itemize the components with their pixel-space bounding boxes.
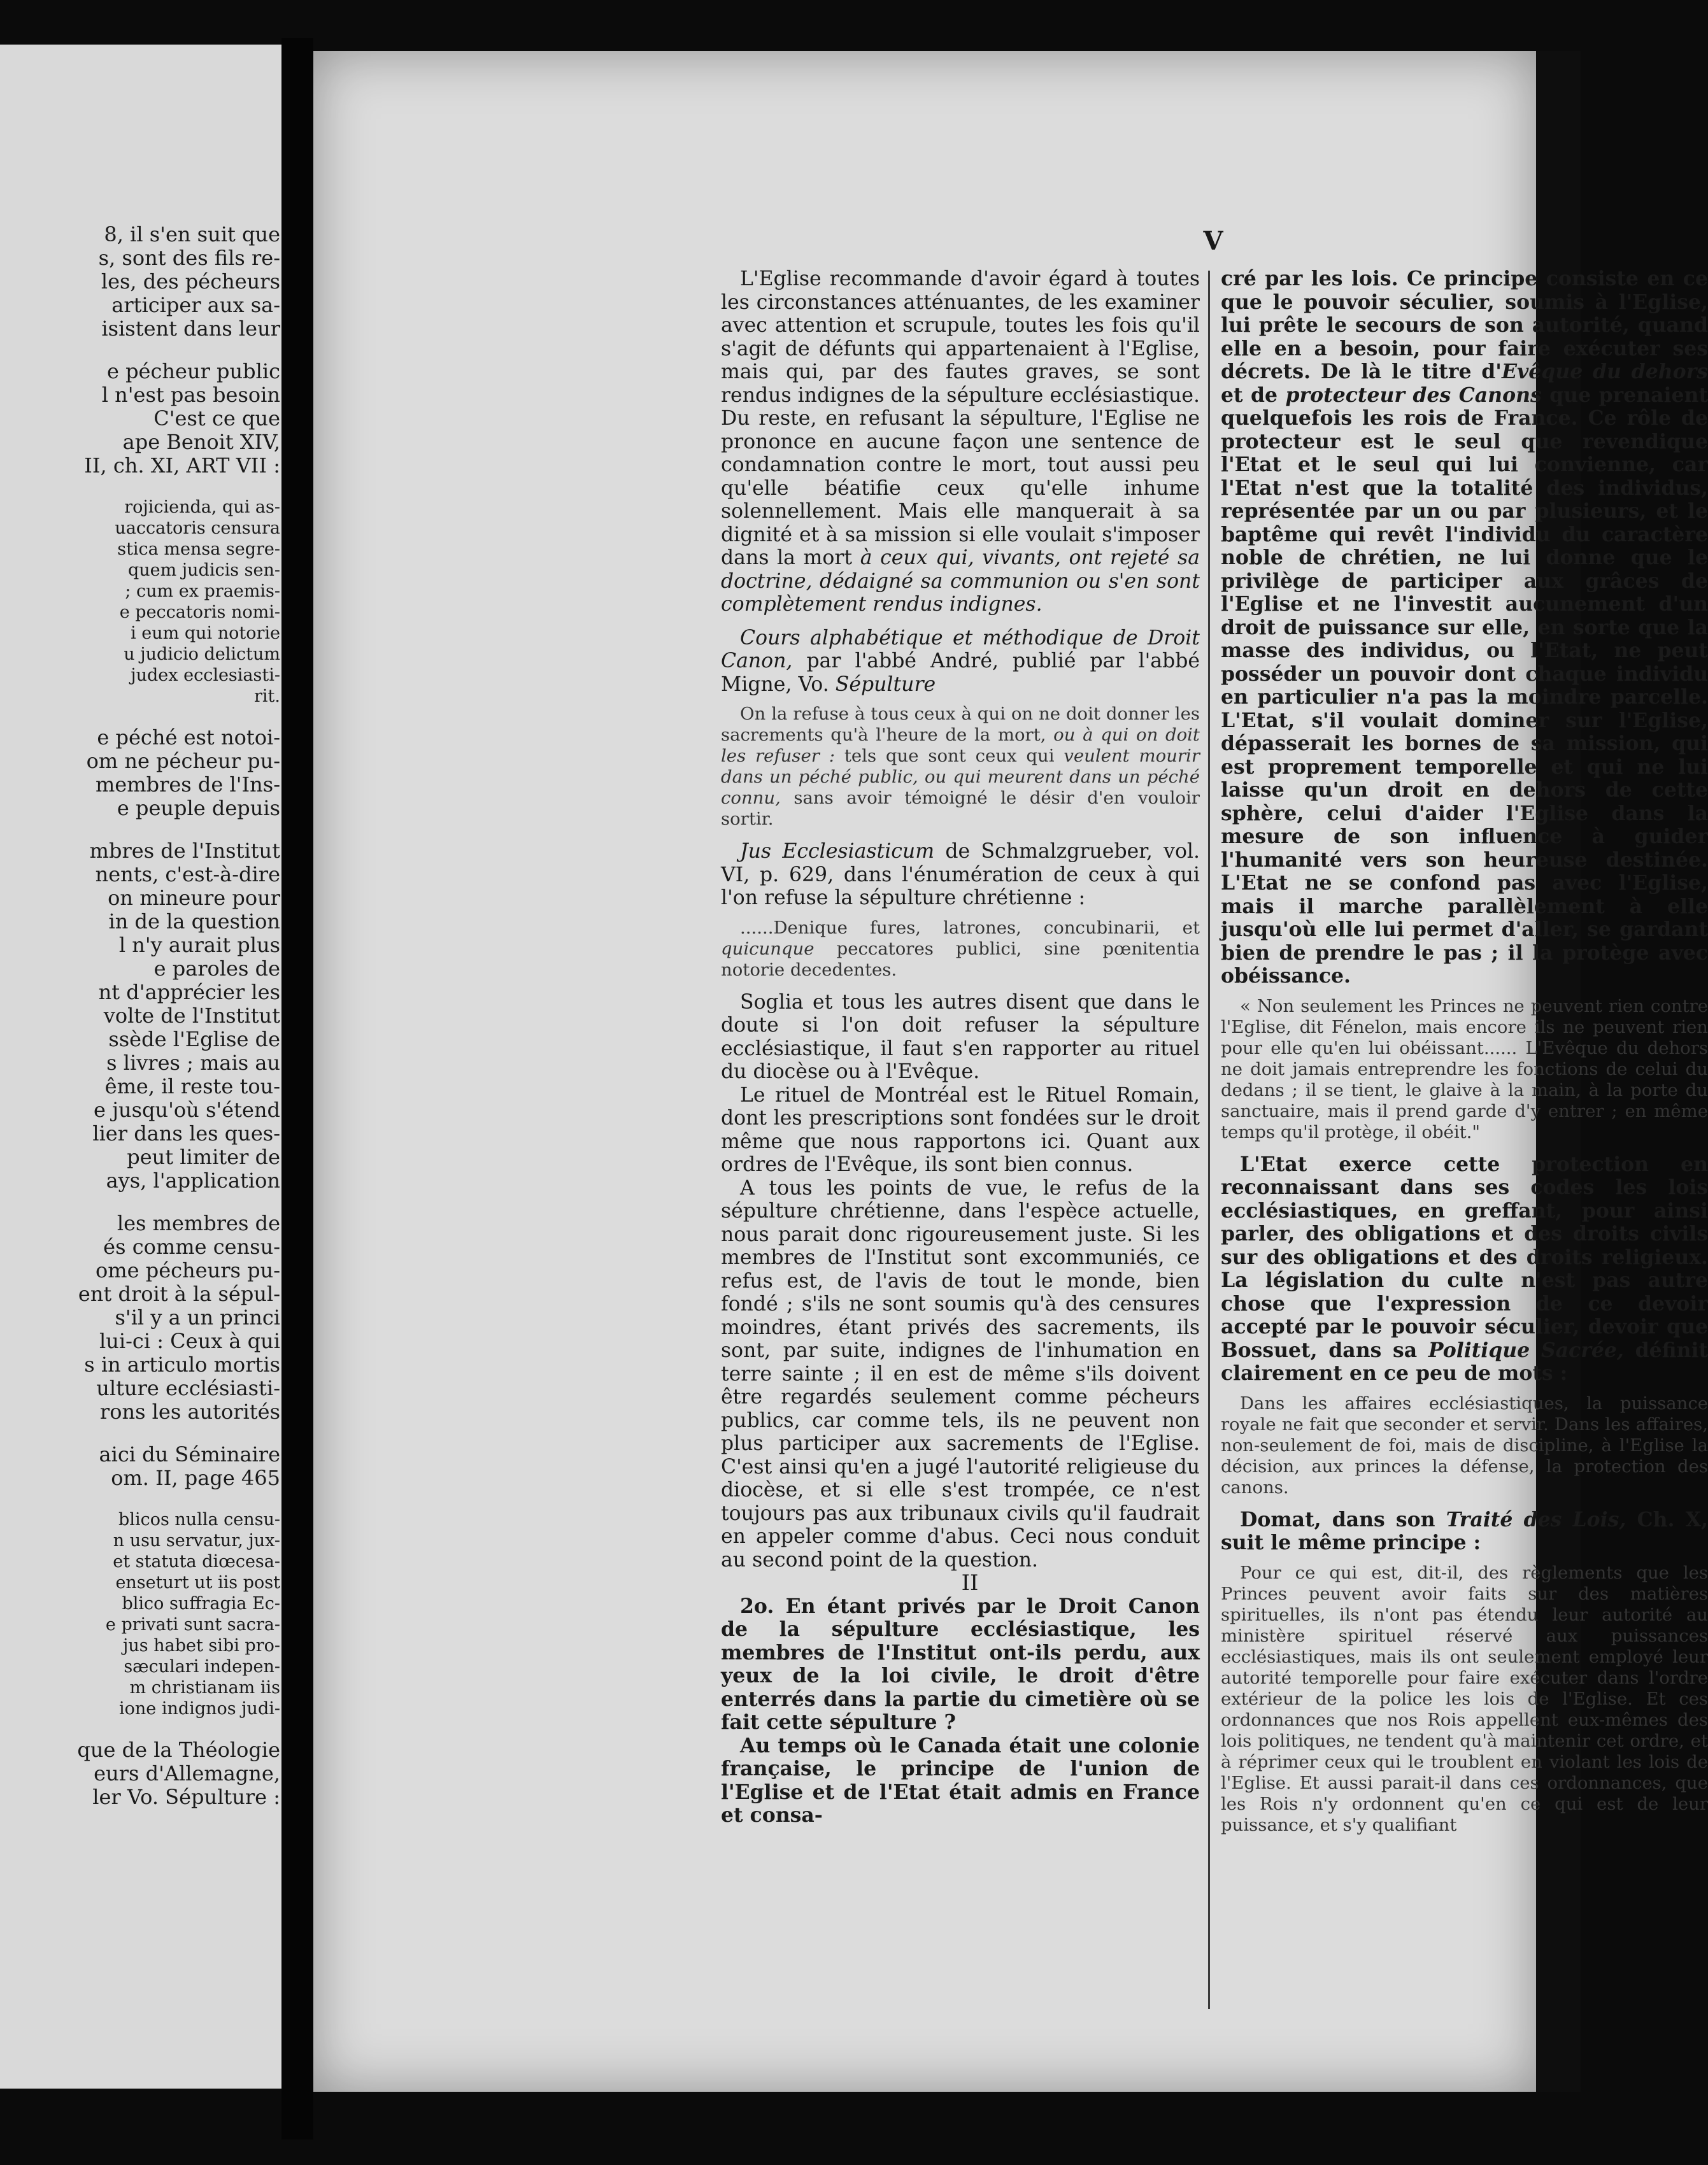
text-line: om ne pécheur pu- — [86, 749, 280, 773]
text-line: peut limiter de — [127, 1145, 280, 1169]
text-line: s, sont des fils re- — [98, 246, 280, 270]
text-line: ulture ecclésiasti- — [96, 1376, 280, 1400]
section-heading: II — [961, 1570, 979, 1596]
text-line: les membres de — [117, 1211, 280, 1235]
text-line: blicos nulla censu- — [118, 1510, 280, 1530]
text-line: judex ecclesiasti- — [131, 665, 280, 685]
paragraph: L'Etat exerce cette protection en reconnaissant dans ses codes les lois ecclésiastiques, en greffant, pour ainsi parler, des obligations et des droits civils sur des obligations et des droits religieux. La législation du culte n'est pas autre chose que l'expression de ce devoir accepté par le pouvoir séculier, devoir que Bossuet, dans sa Politique Sacrée, définit clairement en ce peu de mots : — [1221, 1152, 1708, 1385]
text-line: aici du Séminaire — [99, 1442, 280, 1466]
text-line: rojicienda, qui as- — [124, 497, 280, 517]
paragraph: cré par les lois. Ce principe consiste en ce que le pouvoir séculier, soumis à l'Eglise, lui prête le secours de son autorité, quand elle en a besoin, pour faire exécuter ses décrets. De là le titre d'Evêque du dehors et de protecteur des Canons que prenaient quelquefois les rois de France. Ce rôle de protecteur est le seul que revendique l'Etat et le seul qui lui convienne, car l'Etat n'est que la totalité des individus, représentée par un ou par plusieurs, et le baptême qui revêt l'individu du caractère noble de chrétien, ne lui donne que le privilège de participer aux grâces de l'Eglise et ne l'investit aucunement d'un droit de puissance sur elle, en sorte que la masse des individus, ou l'Etat, ne peut posséder un pouvoir dont chaque individu en particulier n'a pas la moindre parcelle. L'Etat, s'il voulait dominer sur l'Eglise, dépasserait les bornes de sa mission, qui est proprement temporelle et qui ne lui laisse qu'un droit en dehors de cette sphère, celui d'aider l'Eglise dans la mesure de son influence à guider l'humanité vers son heureuse destinée. L'Etat ne se confond pas avec l'Eglise, mais il marche parallèlement à elle jusqu'où elle lui permet d'aller, se gardant bien de prendre le pas ; il la protège avec obéissance. — [1221, 267, 1708, 988]
main-page — [313, 51, 1708, 2092]
text-line: om. II, page 465 — [111, 1466, 280, 1490]
text-line: rit. — [254, 686, 280, 706]
paragraph: 2o. En étant privés par le Droit Canon de la sépulture ecclésiastique, les membres de l'Institut ont-ils perdu, aux yeux de la loi civile, le droit d'être enterrés dans la partie du cimetière où se fait cette sépulture ? — [721, 1594, 1200, 1734]
text-line: s'il y a un princi — [115, 1305, 280, 1330]
paragraph: Domat, dans son Traité des Lois, Ch. X, suit le même principe : — [1221, 1507, 1708, 1554]
text-line: les, des pécheurs — [101, 269, 280, 294]
column-left — [721, 267, 1200, 1828]
text-line: n usu servatur, jux- — [113, 1531, 280, 1551]
text-line: enseturt ut iis post — [115, 1573, 280, 1593]
text-line: quem judicis sen- — [127, 560, 280, 580]
paragraph: Au temps où le Canada était une colonie française, le principe de l'union de l'Eglise et de l'Etat était admis en France et consa- — [721, 1733, 1200, 1827]
text-line: l n'est pas besoin — [101, 383, 280, 407]
left-page-paragraph — [0, 839, 280, 1193]
left-page-column — [0, 223, 280, 1828]
text-line: stica mensa segre- — [117, 539, 280, 559]
text-line: ême, il reste tou- — [104, 1074, 280, 1098]
left-page-paragraph — [0, 1443, 280, 1490]
text-line: et statuta diœcesa- — [113, 1552, 280, 1572]
text-line: lui-ci : Ceux à qui — [99, 1329, 280, 1353]
column-right — [1221, 267, 1708, 1846]
text-line: II, ch. XI, ART VII : — [84, 453, 280, 478]
text-line: ome pécheurs pu- — [95, 1258, 280, 1282]
text-line: C'est ce que — [153, 406, 280, 430]
text-line: e péché est notoi- — [97, 725, 280, 749]
quotation: Dans les affaires ecclésiastiques, la puissance royale ne fait que seconder et servir. Dans les affaires, non-seulement de foi, mais de discipline, à l'Eglise la décision, aux princes la défense, la protection des canons. — [1221, 1393, 1708, 1498]
text-line: rons les autorités — [99, 1400, 280, 1424]
text-line: ; cum ex praemis- — [125, 581, 280, 601]
citation: Jus Ecclesiasticum de Schmalzgrueber, vol. VI, p. 629, dans l'énumération de ceux à qui l'on refuse la sépulture chrétienne : — [721, 840, 1200, 909]
text-line: blico suffragia Ec- — [122, 1594, 280, 1614]
text-line: membres de l'Ins- — [95, 772, 280, 797]
text-line: s livres ; mais au — [106, 1051, 280, 1075]
text-line: e peccatoris nomi- — [119, 602, 280, 622]
text-line: m christianam iis — [129, 1678, 280, 1698]
text-line: on mineure pour — [108, 886, 280, 910]
paragraph: L'Eglise recommande d'avoir égard à toutes les circonstances atténuantes, de les examiner avec attention et scrupule, toutes les fois qu'il s'agit de défunts qui appartenaient à l'Eglise, mais qui, par des fautes graves, se sont rendus indignes de la sépulture ecclésiastique. Du reste, en refusant la sépulture, l'Eglise ne prononce en aucune façon une sentence de condamnation contre le mort, tout aussi peu qu'elle béatifie ceux qu'elle inhume solennellement. Mais elle manquerait à sa dignité et à sa mission si elle voulait s'imposer dans la mort à ceux qui, vivants, ont rejeté sa doctrine, dédaigné sa communion ou s'en sont complètement rendus indignes. — [721, 267, 1200, 616]
paragraph: A tous les points de vue, le refus de la sépulture chrétienne, dans l'espèce actuelle, nous parait donc rigoureusement juste. Si les membres de l'Institut sont excommuniés, ce refus est, de l'avis de tout le monde, bien fondé ; s'ils ne sont soumis qu'à des censures moindres, étant privés des sacrements, ils sont, par suite, indignes de l'inhumation en terre sainte ; il en est de même s'ils doivent être regardés seulement comme pécheurs publics, car comme tels, ils ne peuvent non plus participer aux sacrements de l'Eglise. C'est ainsi qu'en a jugé l'autorité religieuse du diocèse, et si elle s'est trompée, ce n'est toujours pas aux tribunaux civils qu'il faudrait en appeler comme d'abus. Ceci nous conduit au second point de la question. — [721, 1176, 1200, 1572]
column-divider — [1208, 271, 1210, 2009]
quotation: « Non seulement les Princes ne peuvent rien contre l'Eglise, dit Fénelon, mais encore ils ne peuvent rien pour elle qu'en lui obéissant...... L'Evêque du dehors ne doit jamais entreprendre les fonctions de celui du dedans ; il se tient, le glaive à la main, à la porte du sanctuaire, mais il prend garde d'y entrer ; en même temps qu'il protège, il obéit." — [1221, 995, 1708, 1142]
text-line: e privati sunt sacra- — [105, 1615, 280, 1635]
left-page-paragraph — [0, 497, 280, 707]
quotation: ......Denique fures, latrones, concubinarii, et quicunque peccatores publici, sine pœnitentia notorie decedentes. — [721, 917, 1200, 980]
text-line: e jusqu'où s'étend — [93, 1098, 280, 1122]
left-page-paragraph — [0, 1509, 280, 1719]
citation: Cours alphabétique et méthodique de Droit Canon, par l'abbé André, publié par l'abbé Migne, Vo. Sépulture — [721, 626, 1200, 696]
text-line: lier dans les ques- — [92, 1121, 280, 1146]
text-line: que de la Théologie — [77, 1738, 280, 1762]
left-page-paragraph — [0, 360, 280, 478]
text-line: in de la question — [108, 909, 280, 933]
text-line: ape Benoit XIV, — [122, 430, 280, 454]
text-line: és comme censu- — [103, 1235, 280, 1259]
text-line: e paroles de — [153, 956, 280, 981]
page-number: V — [1203, 226, 1223, 256]
text-line: ent droit à la sépul- — [78, 1282, 280, 1306]
left-page-paragraph — [0, 1738, 280, 1809]
left-page-paragraph — [0, 223, 280, 341]
text-line: isistent dans leur — [101, 316, 280, 341]
text-line: mbres de l'Institut — [89, 839, 280, 863]
book-gutter — [281, 38, 313, 2140]
left-page-paragraph — [0, 1212, 280, 1424]
text-line: ssède l'Eglise de — [108, 1027, 280, 1051]
text-line: s in articulo mortis — [84, 1352, 280, 1377]
text-line: u judicio delictum — [124, 644, 280, 664]
quotation: On la refuse à tous ceux à qui on ne doit donner les sacrements qu'à l'heure de la mort, ou à qui on doit les refuser : tels que sont ceux qui veulent mourir dans un péché public, ou qui meurent dans un péché connu, sans avoir témoigné le désir d'en vouloir sortir. — [721, 704, 1200, 829]
left-facing-page — [0, 45, 281, 2089]
text-line: ler Vo. Sépulture : — [92, 1785, 280, 1809]
text-line: jus habet sibi pro- — [123, 1636, 280, 1656]
paragraph: Soglia et tous les autres disent que dans le doute si l'on doit refuser la sépulture ecclésiastique, il faut s'en rapporter au rituel du diocèse ou à l'Evêque. — [721, 990, 1200, 1083]
text-line: nents, c'est-à-dire — [95, 862, 280, 886]
text-line: l n'y aurait plus — [118, 933, 280, 957]
text-line: 8, il s'en suit que — [104, 222, 280, 246]
text-line: nt d'apprécier les — [98, 980, 280, 1004]
paragraph: Le rituel de Montréal est le Rituel Romain, dont les prescriptions sont fondées sur le droit même que nous rapportons ici. Quant aux ordres de l'Evêque, ils sont bien connus. — [721, 1083, 1200, 1176]
text-line: ione indignos judi- — [119, 1699, 280, 1719]
text-line: sæculari indepen- — [124, 1657, 280, 1677]
left-page-paragraph — [0, 726, 280, 820]
text-line: uaccatoris censura — [115, 518, 280, 538]
text-line: e peuple depuis — [117, 796, 280, 820]
text-line: eurs d'Allemagne, — [94, 1761, 280, 1785]
text-line: e pécheur public — [106, 359, 280, 383]
text-line: volte de l'Institut — [103, 1004, 280, 1028]
quotation: Pour ce qui est, dit-il, des règlements que les Princes peuvent avoir faits sur des matières spirituelles, ils n'ont pas étendu leur autorité au ministère spirituel réservé aux puissances ecclésiastiques, mais ils ont seulement employé leur autorité temporelle pour faire exécuter dans l'ordre extérieur de la police les lois de l'Eglise. Et ces ordonnances que nos Rois appellent eux-mêmes des lois politiques, ne tendent qu'à maintenir cet ordre, et à réprimer ceux qui le troublent en violant les lois de l'Eglise. Et aussi parait-il dans ces ordonnances, que les Rois n'y ordonnent qu'en ce qui est de leur puissance, et s'y qualifiant — [1221, 1562, 1708, 1835]
text-line: i eum qui notorie — [131, 623, 280, 643]
text-line: ays, l'application — [106, 1168, 280, 1193]
text-line: articiper aux sa- — [111, 293, 280, 317]
